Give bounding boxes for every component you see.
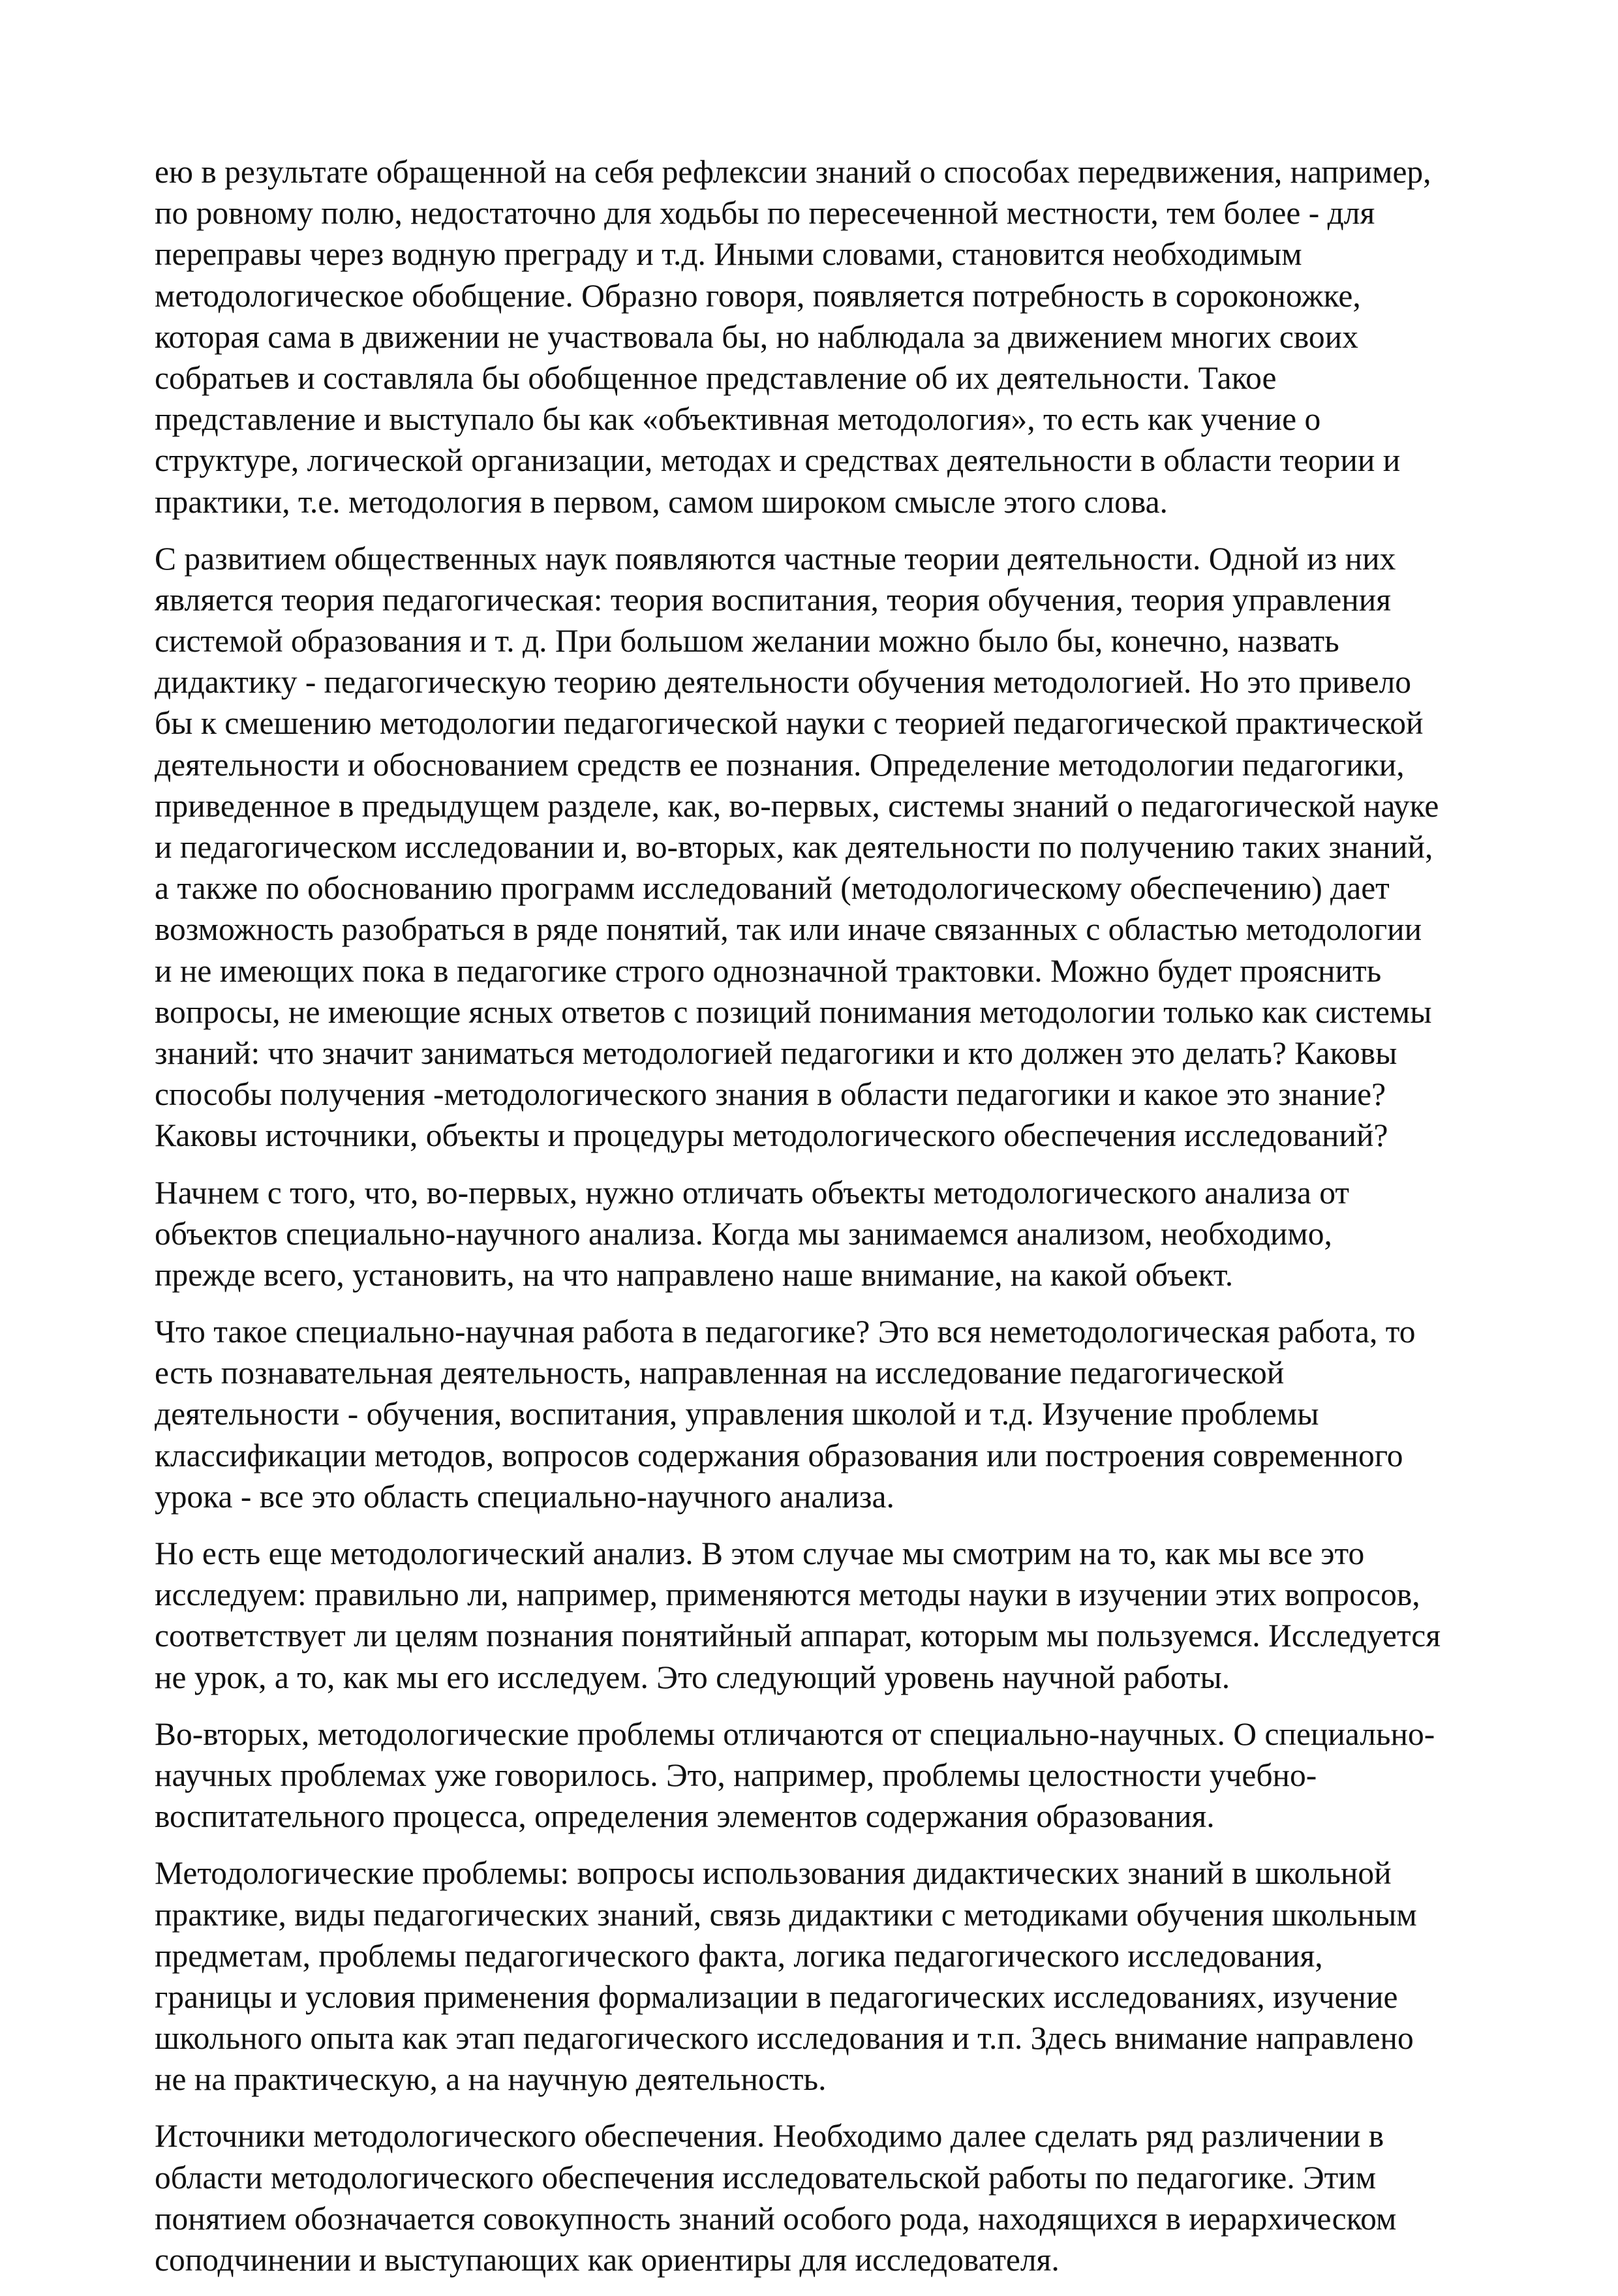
text-line: методологическое обобщение. Образно говоря, появляется потребность в сороконожке, [155, 277, 1361, 314]
paragraph-7 [155, 1852, 1486, 2100]
text-line: бы к смешению методологии педагогической науки с теорией педагогической практической [155, 705, 1424, 742]
text-line: по ровному полю, недостаточно для ходьбы по пересеченной местности, тем более - для [155, 195, 1375, 232]
text-line: вопросы, не имеющие ясных ответов с позиций понимания методологии только как системы [155, 993, 1432, 1030]
text-line: способы получения -методологического знания в области педагогики и какое это знание? [155, 1076, 1386, 1113]
text-line: Источники методологического обеспечения. Необходимо далее сделать ряд различении в [155, 2118, 1384, 2154]
paragraph-8 [155, 2115, 1486, 2280]
text-line: области методологического обеспечения исследовательской работы по педагогике. Этим [155, 2159, 1377, 2196]
text-line: классификации методов, вопросов содержания образования или построения современного [155, 1437, 1403, 1473]
text-line: ею в результате обращенной на себя рефлексии знаний о способах передвижения, например, [155, 154, 1431, 190]
text-line: соответствует ли целям познания понятийный аппарат, которым мы пользуемся. Исследуется [155, 1618, 1441, 1654]
paragraph-6 [155, 1714, 1486, 1837]
document-body [155, 151, 1486, 2296]
text-line: Но есть еще методологический анализ. В этом случае мы смотрим на то, как мы все это [155, 1535, 1365, 1571]
text-line: и не имеющих пока в педагогике строго однозначной трактовки. Можно будет прояснить [155, 952, 1382, 989]
text-line: дидактику - педагогическую теорию деятельности обучения методологией. Но это привело [155, 664, 1412, 701]
text-line: Каковы источники, объекты и процедуры методологического обеспечения исследований? [155, 1117, 1388, 1154]
text-line: есть познавательная деятельность, направленная на исследование педагогической [155, 1355, 1285, 1391]
paragraph-3 [155, 1172, 1486, 1296]
text-line: и педагогическом исследовании и, во-вторых, как деятельности по получению таких знаний, [155, 829, 1433, 865]
text-line: Методологические проблемы: вопросы использования дидактических знаний в школьной [155, 1855, 1392, 1892]
text-line: не урок, а то, как мы его исследуем. Это следующий уровень научной работы. [155, 1659, 1230, 1695]
text-line: собратьев и составляла бы обобщенное представление об их деятельности. Такое [155, 359, 1277, 396]
text-line: системой образования и т. д. При большом желании можно было бы, конечно, назвать [155, 623, 1339, 659]
text-line: практике, виды педагогических знаний, связь дидактики с методиками обучения школьным [155, 1896, 1417, 1933]
text-line: предметам, проблемы педагогического факта, логика педагогического исследования, [155, 1937, 1323, 1974]
paragraph-5 [155, 1533, 1486, 1698]
text-line: является теория педагогическая: теория воспитания, теория обучения, теория управления [155, 581, 1391, 618]
text-line: переправы через водную преграду и т.д. Иными словами, становится необходимым [155, 236, 1302, 273]
text-line: практики, т.е. методология в первом, самом широком смысле этого слова. [155, 483, 1168, 520]
text-line: понятием обозначается совокупность знаний особого рода, находящихся в иерархическом [155, 2200, 1397, 2237]
text-line: Во-вторых, методологические проблемы отличаются от специально-научных. О специально- [155, 1715, 1435, 1752]
text-line: границы и условия применения формализации в педагогических исследованиях, изучение [155, 1978, 1398, 2015]
text-line: а также по обоснованию программ исследований (методологическому обеспечению) дает [155, 870, 1390, 907]
text-line: прежде всего, установить, на что направлено наше внимание, на какой объект. [155, 1256, 1234, 1293]
paragraph-1 [155, 151, 1486, 522]
text-line: воспитательного процесса, определения элементов содержания образования. [155, 1798, 1215, 1835]
text-line: знаний: что значит заниматься методологией педагогики и кто должен это делать? Каковы [155, 1035, 1397, 1071]
text-line: структуре, логической организации, методах и средствах деятельности в области теории и [155, 442, 1401, 479]
text-line: не на практическую, а на научную деятельность. [155, 2061, 827, 2098]
paragraph-2 [155, 538, 1486, 1156]
text-line: деятельности и обоснованием средств ее познания. Определение методологии педагогики, [155, 746, 1405, 783]
text-line: которая сама в движении не участвовала бы, но наблюдала за движением многих своих [155, 318, 1358, 355]
text-line: приведенное в предыдущем разделе, как, во-первых, системы знаний о педагогической науке [155, 787, 1439, 824]
text-line: объектов специально-научного анализа. Когда мы занимаемся анализом, необходимо, [155, 1215, 1332, 1252]
paragraph-4 [155, 1311, 1486, 1517]
text-line: школьного опыта как этап педагогического исследования и т.п. Здесь внимание направлено [155, 2020, 1414, 2057]
text-line: научных проблемах уже говорилось. Это, например, проблемы целостности учебно- [155, 1757, 1317, 1793]
text-line: возможность разобраться в ряде понятий, так или иначе связанных с областью методологии [155, 911, 1422, 948]
text-line: деятельности - обучения, воспитания, управления школой и т.д. Изучение проблемы [155, 1396, 1319, 1432]
text-line: урока - все это область специально-научного анализа. [155, 1478, 894, 1515]
text-line: представление и выступало бы как «объективная методология», то есть как учение о [155, 401, 1321, 438]
text-line: исследуем: правильно ли, например, применяются методы науки в изучении этих вопросов, [155, 1577, 1420, 1613]
text-line: Что такое специально-научная работа в педагогике? Это вся неметодологическая работа, то [155, 1314, 1416, 1350]
text-line: Начнем с того, что, во-первых, нужно отличать объекты методологического анализа от [155, 1174, 1349, 1211]
text-line: соподчинении и выступающих как ориентиры для исследователя. [155, 2242, 1060, 2278]
text-line: С развитием общественных наук появляются частные теории деятельности. Одной из них [155, 540, 1396, 577]
